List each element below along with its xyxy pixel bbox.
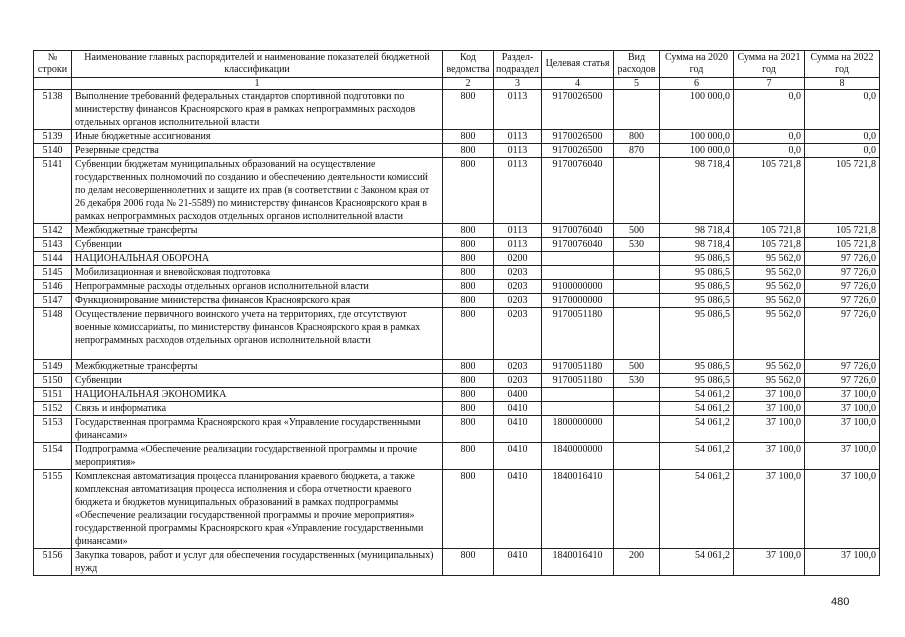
expense-type-code: 500 — [614, 360, 660, 374]
row-name: Мобилизационная и вневойсковая подготовка — [72, 266, 443, 280]
expense-type-code: 500 — [614, 224, 660, 238]
sum-2020: 100 000,0 — [660, 130, 734, 144]
table-body — [34, 90, 880, 576]
header-section: Раздел-подраздел — [494, 51, 542, 78]
target-item-code: 1840016410 — [542, 470, 614, 549]
page-number: 480 — [831, 596, 850, 608]
row-name: Функционирование министерства финансов Красноярского края — [72, 294, 443, 308]
sum-2021: 0,0 — [734, 144, 805, 158]
expense-type-code: 530 — [614, 374, 660, 388]
sum-2020: 54 061,2 — [660, 416, 734, 443]
table-row — [34, 388, 880, 402]
row-name: Межбюджетные трансферты — [72, 360, 443, 374]
table-row — [34, 252, 880, 266]
sum-2021: 95 562,0 — [734, 252, 805, 266]
section-code: 0410 — [494, 470, 542, 549]
section-code: 0203 — [494, 294, 542, 308]
target-item-code: 9170026500 — [542, 130, 614, 144]
sum-2022: 97 726,0 — [805, 266, 880, 280]
expense-type-code — [614, 158, 660, 224]
department-code: 800 — [443, 266, 494, 280]
target-item-code: 9170000000 — [542, 294, 614, 308]
section-code: 0410 — [494, 549, 542, 576]
expense-type-code: 870 — [614, 144, 660, 158]
sum-2021: 37 100,0 — [734, 443, 805, 470]
department-code: 800 — [443, 308, 494, 360]
sum-2022: 37 100,0 — [805, 388, 880, 402]
row-number: 5145 — [34, 266, 72, 280]
expense-type-code — [614, 416, 660, 443]
row-name: НАЦИОНАЛЬНАЯ ОБОРОНА — [72, 252, 443, 266]
row-name: Выполнение требований федеральных стандартов спортивной подготовки по министерству финансов Красноярского края в рамках непрограммных расходов отдельных органов исполнительной власти — [72, 90, 443, 130]
header-sum-2021: Сумма на 2021 год — [734, 51, 805, 78]
sum-2021: 95 562,0 — [734, 374, 805, 388]
target-item-code — [542, 402, 614, 416]
expense-type-code — [614, 470, 660, 549]
header-sum-2020: Сумма на 2020 год — [660, 51, 734, 78]
expense-type-code — [614, 280, 660, 294]
target-item-code — [542, 252, 614, 266]
row-number: 5142 — [34, 224, 72, 238]
sum-2021: 105 721,8 — [734, 224, 805, 238]
table-row — [34, 443, 880, 470]
expense-type-code: 530 — [614, 238, 660, 252]
row-number: 5138 — [34, 90, 72, 130]
column-number: 8 — [805, 78, 880, 90]
table-row — [34, 402, 880, 416]
table-row — [34, 266, 880, 280]
department-code: 800 — [443, 374, 494, 388]
section-code: 0113 — [494, 144, 542, 158]
budget-table — [33, 50, 880, 576]
expense-type-code — [614, 443, 660, 470]
target-item-code: 9170076040 — [542, 224, 614, 238]
section-code: 0113 — [494, 158, 542, 224]
sum-2021: 37 100,0 — [734, 388, 805, 402]
target-item-code — [542, 388, 614, 402]
table-row — [34, 360, 880, 374]
target-item-code: 1840000000 — [542, 443, 614, 470]
column-number: 4 — [542, 78, 614, 90]
row-number: 5148 — [34, 308, 72, 360]
section-code: 0410 — [494, 443, 542, 470]
row-number: 5140 — [34, 144, 72, 158]
target-item-code: 1800000000 — [542, 416, 614, 443]
section-code: 0113 — [494, 130, 542, 144]
table-row — [34, 144, 880, 158]
row-name: Закупка товаров, работ и услуг для обеспечения государственных (муниципальных) нужд — [72, 549, 443, 576]
sum-2021: 95 562,0 — [734, 280, 805, 294]
department-code: 800 — [443, 388, 494, 402]
target-item-code: 9170051180 — [542, 374, 614, 388]
sum-2021: 0,0 — [734, 90, 805, 130]
department-code: 800 — [443, 443, 494, 470]
sum-2022: 0,0 — [805, 90, 880, 130]
row-name: Связь и информатика — [72, 402, 443, 416]
row-number: 5152 — [34, 402, 72, 416]
row-name: Непрограммные расходы отдельных органов исполнительной власти — [72, 280, 443, 294]
row-number: 5146 — [34, 280, 72, 294]
sum-2022: 0,0 — [805, 130, 880, 144]
sum-2021: 37 100,0 — [734, 470, 805, 549]
table-row — [34, 158, 880, 224]
row-number: 5155 — [34, 470, 72, 549]
sum-2021: 95 562,0 — [734, 360, 805, 374]
sum-2022: 97 726,0 — [805, 308, 880, 360]
row-name: Подпрограмма «Обеспечение реализации государственной программы и прочие мероприятия» — [72, 443, 443, 470]
department-code: 800 — [443, 416, 494, 443]
column-number — [34, 78, 72, 90]
department-code: 800 — [443, 294, 494, 308]
row-name: Субвенции — [72, 238, 443, 252]
department-code: 800 — [443, 224, 494, 238]
sum-2022: 97 726,0 — [805, 294, 880, 308]
sum-2020: 98 718,4 — [660, 238, 734, 252]
sum-2021: 95 562,0 — [734, 266, 805, 280]
sum-2022: 0,0 — [805, 144, 880, 158]
sum-2022: 97 726,0 — [805, 374, 880, 388]
section-code: 0203 — [494, 266, 542, 280]
expense-type-code — [614, 308, 660, 360]
department-code: 800 — [443, 90, 494, 130]
sum-2021: 105 721,8 — [734, 158, 805, 224]
expense-type-code — [614, 388, 660, 402]
expense-type-code — [614, 402, 660, 416]
row-number: 5143 — [34, 238, 72, 252]
section-code: 0200 — [494, 252, 542, 266]
column-number: 3 — [494, 78, 542, 90]
sum-2020: 95 086,5 — [660, 280, 734, 294]
sum-2021: 95 562,0 — [734, 308, 805, 360]
department-code: 800 — [443, 402, 494, 416]
table-row — [34, 90, 880, 130]
sum-2020: 95 086,5 — [660, 252, 734, 266]
row-name: Резервные средства — [72, 144, 443, 158]
row-name: НАЦИОНАЛЬНАЯ ЭКОНОМИКА — [72, 388, 443, 402]
sum-2022: 105 721,8 — [805, 158, 880, 224]
column-number: 2 — [443, 78, 494, 90]
sum-2021: 0,0 — [734, 130, 805, 144]
department-code: 800 — [443, 158, 494, 224]
column-number: 5 — [614, 78, 660, 90]
header-department-code: Код ведомства — [443, 51, 494, 78]
department-code: 800 — [443, 360, 494, 374]
row-name: Иные бюджетные ассигнования — [72, 130, 443, 144]
row-number: 5139 — [34, 130, 72, 144]
sum-2020: 95 086,5 — [660, 360, 734, 374]
expense-type-code — [614, 90, 660, 130]
column-number: 7 — [734, 78, 805, 90]
target-item-code: 9170051180 — [542, 360, 614, 374]
row-name: Субвенции бюджетам муниципальных образований на осуществление государственных полномочий по созданию и обеспечению деятельности комиссий по делам несовершеннолетних и защите их прав (в соответствии с Законом края от 26 декабря 2006 года № 21-5589) по министерству финансов Красноярского края в рамках непрограммных расходов отдельных органов исполнительной власти — [72, 158, 443, 224]
sum-2022: 37 100,0 — [805, 470, 880, 549]
table-row — [34, 280, 880, 294]
sum-2022: 37 100,0 — [805, 443, 880, 470]
section-code: 0113 — [494, 90, 542, 130]
department-code: 800 — [443, 130, 494, 144]
row-number: 5151 — [34, 388, 72, 402]
section-code: 0410 — [494, 416, 542, 443]
row-name: Осуществление первичного воинского учета на территориях, где отсутствуют военные комиссариаты, по министерству финансов Красноярского края в рамках непрограммных расходов отдельных органов исполнительной власти — [72, 308, 443, 360]
expense-type-code — [614, 252, 660, 266]
section-code: 0410 — [494, 402, 542, 416]
sum-2020: 95 086,5 — [660, 374, 734, 388]
column-number: 6 — [660, 78, 734, 90]
row-name: Межбюджетные трансферты — [72, 224, 443, 238]
sum-2020: 54 061,2 — [660, 549, 734, 576]
sum-2020: 95 086,5 — [660, 294, 734, 308]
sum-2022: 97 726,0 — [805, 280, 880, 294]
row-number: 5150 — [34, 374, 72, 388]
header-target-item: Целевая статья — [542, 51, 614, 78]
row-number: 5149 — [34, 360, 72, 374]
table-row — [34, 308, 880, 360]
department-code: 800 — [443, 549, 494, 576]
table-row — [34, 470, 880, 549]
sum-2020: 54 061,2 — [660, 388, 734, 402]
header-sum-2022: Сумма на 2022 год — [805, 51, 880, 78]
row-number: 5147 — [34, 294, 72, 308]
sum-2020: 95 086,5 — [660, 308, 734, 360]
row-name: Комплексная автоматизация процесса планирования краевого бюджета, а также комплексная автоматизация процесса исполнения и сбора отчетности краевого бюджета и бюджетов муниципальных образований в рамках подпрограммы «Обеспечение реализации государственной программы и прочие мероприятия» государственной программы Красноярского края «Управление государственными финансами» — [72, 470, 443, 549]
sum-2020: 100 000,0 — [660, 90, 734, 130]
sum-2020: 54 061,2 — [660, 470, 734, 549]
row-number: 5141 — [34, 158, 72, 224]
target-item-code: 9170026500 — [542, 144, 614, 158]
header-name: Наименование главных распорядителей и наименование показателей бюджетной классификации — [72, 51, 443, 78]
sum-2022: 37 100,0 — [805, 416, 880, 443]
section-code: 0203 — [494, 374, 542, 388]
column-number: 1 — [72, 78, 443, 90]
sum-2021: 37 100,0 — [734, 549, 805, 576]
sum-2022: 105 721,8 — [805, 238, 880, 252]
target-item-code: 9170076040 — [542, 238, 614, 252]
section-code: 0400 — [494, 388, 542, 402]
department-code: 800 — [443, 144, 494, 158]
column-number-row — [34, 78, 880, 90]
section-code: 0203 — [494, 360, 542, 374]
sum-2020: 100 000,0 — [660, 144, 734, 158]
department-code: 800 — [443, 252, 494, 266]
expense-type-code: 200 — [614, 549, 660, 576]
sum-2022: 37 100,0 — [805, 402, 880, 416]
target-item-code: 9170076040 — [542, 158, 614, 224]
sum-2020: 54 061,2 — [660, 402, 734, 416]
table-row — [34, 238, 880, 252]
department-code: 800 — [443, 470, 494, 549]
target-item-code: 1840016410 — [542, 549, 614, 576]
sum-2022: 37 100,0 — [805, 549, 880, 576]
expense-type-code — [614, 294, 660, 308]
header-expense-type: Вид расходов — [614, 51, 660, 78]
expense-type-code — [614, 266, 660, 280]
table-row — [34, 130, 880, 144]
table-row — [34, 416, 880, 443]
sum-2021: 95 562,0 — [734, 294, 805, 308]
target-item-code: 9170026500 — [542, 90, 614, 130]
target-item-code — [542, 266, 614, 280]
target-item-code: 9100000000 — [542, 280, 614, 294]
header-row-number: № строки — [34, 51, 72, 78]
header-row — [34, 51, 880, 78]
row-number: 5153 — [34, 416, 72, 443]
sum-2021: 37 100,0 — [734, 416, 805, 443]
sum-2022: 105 721,8 — [805, 224, 880, 238]
table-row — [34, 374, 880, 388]
sum-2020: 98 718,4 — [660, 224, 734, 238]
sum-2021: 105 721,8 — [734, 238, 805, 252]
expense-type-code: 800 — [614, 130, 660, 144]
table-row — [34, 294, 880, 308]
target-item-code: 9170051180 — [542, 308, 614, 360]
row-number: 5154 — [34, 443, 72, 470]
section-code: 0203 — [494, 280, 542, 294]
row-name: Государственная программа Красноярского края «Управление государственными финансами» — [72, 416, 443, 443]
sum-2020: 54 061,2 — [660, 443, 734, 470]
section-code: 0113 — [494, 238, 542, 252]
sum-2020: 98 718,4 — [660, 158, 734, 224]
sum-2022: 97 726,0 — [805, 360, 880, 374]
department-code: 800 — [443, 280, 494, 294]
row-name: Субвенции — [72, 374, 443, 388]
table-row — [34, 549, 880, 576]
table-header — [34, 51, 880, 90]
row-number: 5156 — [34, 549, 72, 576]
sum-2022: 97 726,0 — [805, 252, 880, 266]
sum-2021: 37 100,0 — [734, 402, 805, 416]
section-code: 0113 — [494, 224, 542, 238]
row-number: 5144 — [34, 252, 72, 266]
table-row — [34, 224, 880, 238]
department-code: 800 — [443, 238, 494, 252]
sum-2020: 95 086,5 — [660, 266, 734, 280]
section-code: 0203 — [494, 308, 542, 360]
